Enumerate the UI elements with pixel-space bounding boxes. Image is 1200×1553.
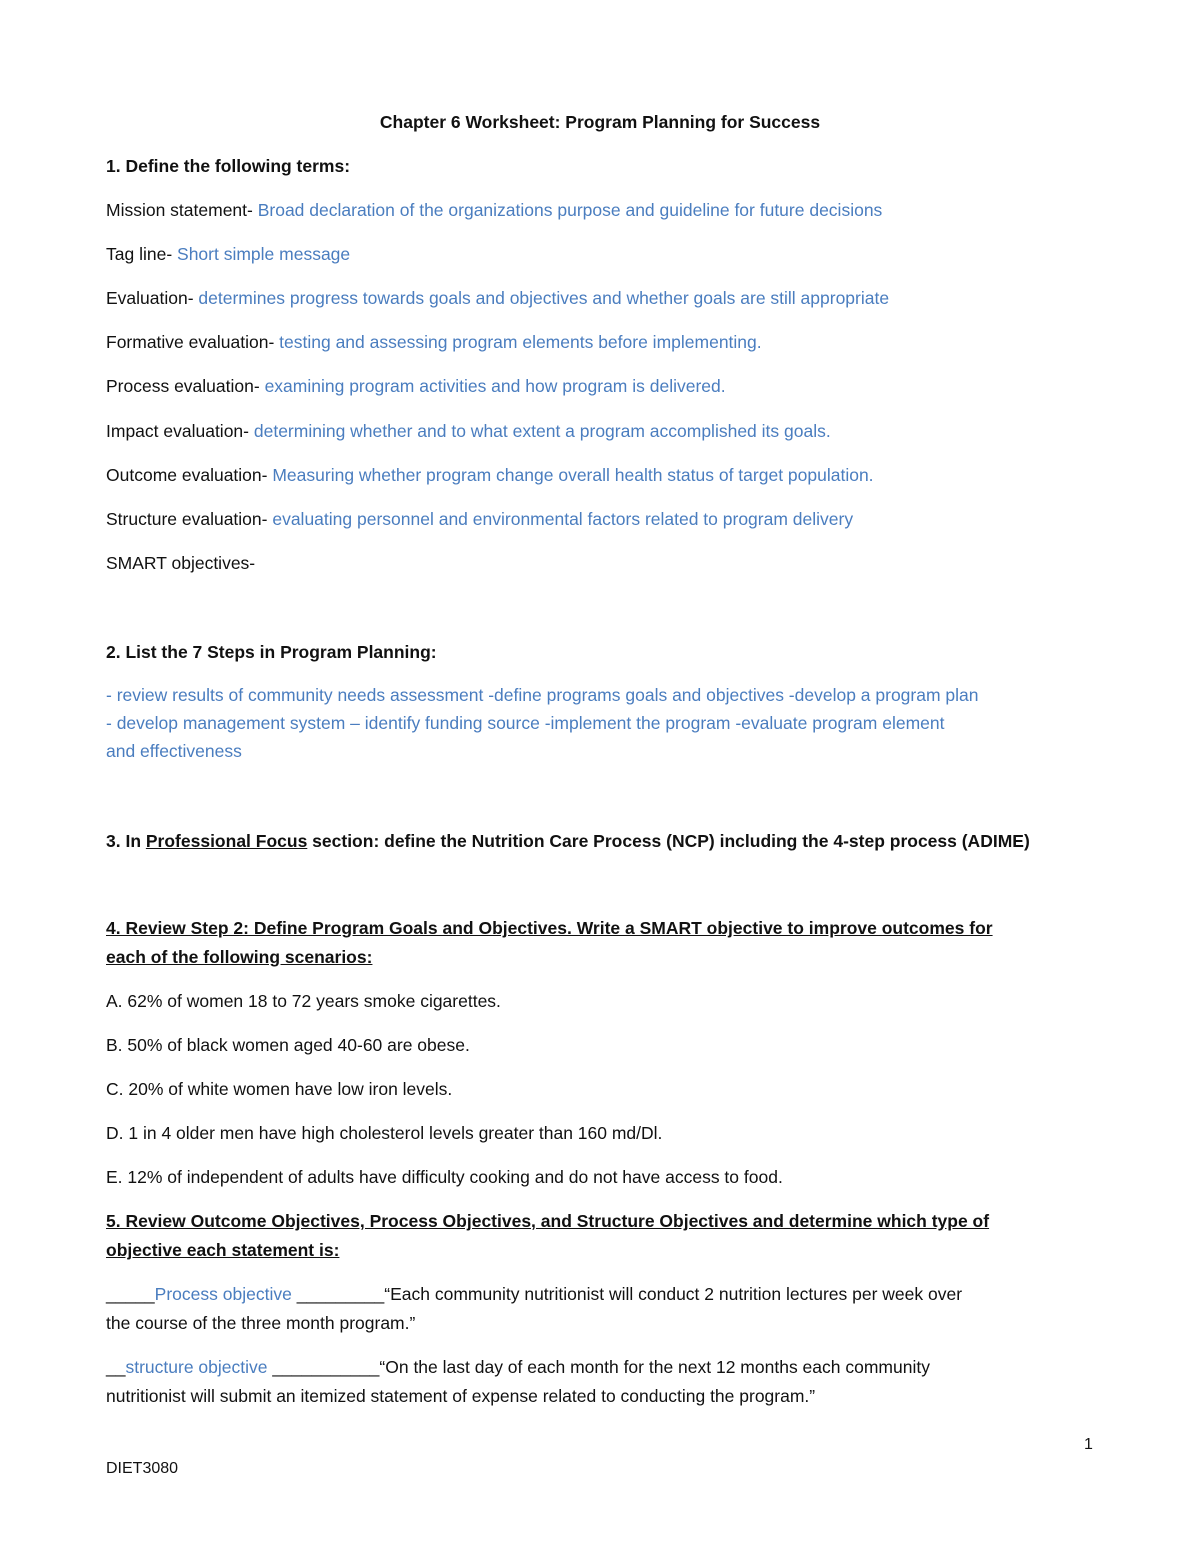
term-answer: examining program activities and how program is delivered. — [259, 376, 726, 396]
term-label: Process evaluation- — [106, 376, 260, 396]
term-row — [106, 328, 762, 356]
q5-heading-line: objective each statement is: — [106, 1240, 340, 1260]
term-row — [106, 196, 882, 224]
term-answer: Short simple message — [172, 244, 351, 264]
q2-heading: 2. List the 7 Steps in Program Planning: — [106, 642, 437, 662]
term-label: Tag line- — [106, 244, 173, 264]
answer-blank: _____ — [106, 1284, 155, 1304]
term-row — [106, 549, 255, 577]
scenario-item: D. 1 in 4 older men have high cholesterol levels greater than 160 md/Dl. — [106, 1123, 663, 1143]
term-answer: testing and assessing program elements before implementing. — [274, 332, 762, 352]
term-label: Evaluation- — [106, 288, 194, 308]
answer-blank: ___________ — [267, 1357, 380, 1377]
q3-prefix: 3. In — [106, 831, 146, 851]
scenario-item: A. 62% of women 18 to 72 years smoke cigarettes. — [106, 991, 501, 1011]
scenario-item: E. 12% of independent of adults have difficulty cooking and do not have access to food. — [106, 1167, 783, 1187]
term-label: SMART objectives- — [106, 553, 256, 573]
term-row — [106, 505, 853, 533]
answer-blank: _________ — [291, 1284, 385, 1304]
scenario-item: C. 20% of white women have low iron levels. — [106, 1079, 453, 1099]
term-row — [106, 240, 350, 268]
term-answer: Measuring whether program change overall health status of target population. — [267, 465, 874, 485]
term-row — [106, 284, 889, 312]
term-label: Structure evaluation- — [106, 509, 268, 529]
q4-heading-line: 4. Review Step 2: Define Program Goals and Objectives. Write a SMART objective to improve outcomes for — [106, 918, 993, 938]
q2-answer-line: - develop management system – identify funding source -implement the program -evaluate program element — [106, 713, 945, 733]
objective-answer: Process objective — [154, 1284, 292, 1304]
term-row — [106, 461, 874, 489]
q1-heading: 1. Define the following terms: — [106, 156, 351, 176]
term-answer: evaluating personnel and environmental factors related to program delivery — [267, 509, 854, 529]
objective-statement-cont: nutritionist will submit an itemized statement of expense related to conducting the program.” — [106, 1386, 816, 1406]
page-number: 1 — [1084, 1436, 1093, 1453]
term-label: Impact evaluation- — [106, 421, 249, 441]
term-answer: determines progress towards goals and objectives and whether goals are still appropriate — [193, 288, 890, 308]
q2-answer-line: - review results of community needs assessment -define programs goals and objectives -develop a program plan — [106, 685, 979, 705]
q3-heading — [106, 827, 1030, 855]
objective-item — [106, 1280, 962, 1308]
answer-blank: __ — [106, 1357, 126, 1377]
term-answer: determining whether and to what extent a program accomplished its goals. — [249, 421, 831, 441]
objective-item — [106, 1353, 930, 1381]
term-answer: Broad declaration of the organizations purpose and guideline for future decisions — [252, 200, 883, 220]
objective-statement: “Each community nutritionist will conduct 2 nutrition lectures per week over — [384, 1284, 963, 1304]
scenario-item: B. 50% of black women aged 40-60 are obese. — [106, 1035, 470, 1055]
objective-statement: “On the last day of each month for the next 12 months each community — [379, 1357, 930, 1377]
term-label: Outcome evaluation- — [106, 465, 268, 485]
term-row — [106, 372, 726, 400]
q4-heading-line: each of the following scenarios: — [106, 947, 373, 967]
q2-answer-line: and effectiveness — [106, 741, 242, 761]
term-label: Formative evaluation- — [106, 332, 275, 352]
objective-statement-cont: the course of the three month program.” — [106, 1313, 416, 1333]
objective-answer: structure objective — [125, 1357, 268, 1377]
page-title: Chapter 6 Worksheet: Program Planning for Success — [379, 112, 821, 132]
q3-underlined-term: Professional Focus — [145, 831, 308, 851]
course-code: DIET3080 — [106, 1460, 179, 1477]
q3-suffix: section: define the Nutrition Care Process (NCP) including the 4-step process (ADIME) — [307, 831, 1030, 851]
term-label: Mission statement- — [106, 200, 253, 220]
q5-heading-line: 5. Review Outcome Objectives, Process Objectives, and Structure Objectives and determine which type of — [106, 1211, 990, 1231]
term-row — [106, 417, 831, 445]
